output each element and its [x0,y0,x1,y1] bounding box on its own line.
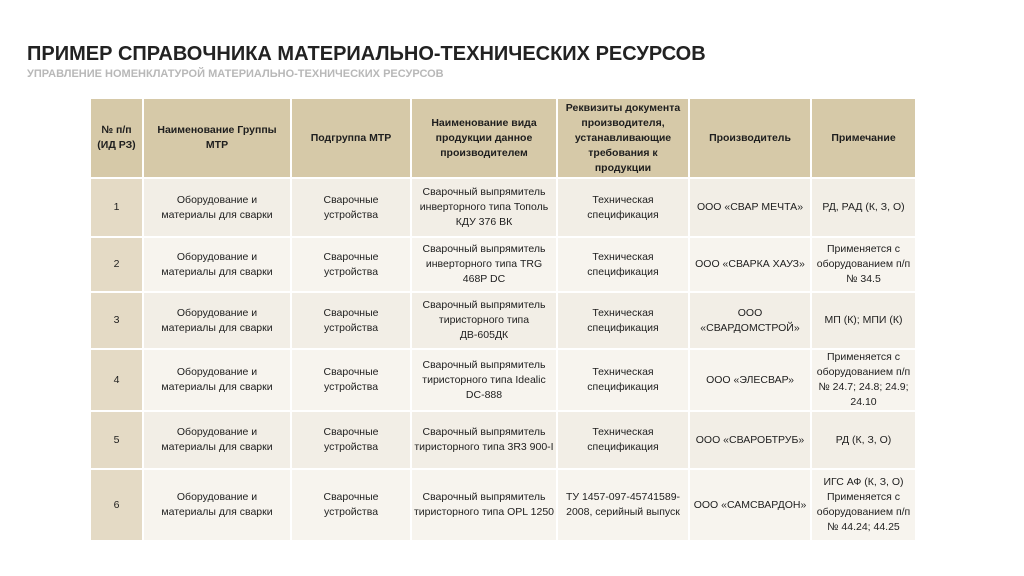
cell-product: Сварочный выпрямитель тиристорного типа OPL 1250 [411,469,557,541]
cell-manufacturer: ООО «СВАРДОМСТРОЙ» [689,292,811,349]
cell-note: Применяется с оборудованием п/п № 24.7; 24.8; 24.9; 24.10 [811,349,916,411]
cell-manufacturer: ООО «САМСВАРДОН» [689,469,811,541]
cell-group: Оборудование и материалы для сварки [143,237,291,292]
cell-num: 1 [90,178,143,237]
table-row [90,292,916,349]
header-cell-subgroup: Подгруппа МТР [291,98,411,178]
cell-product: Сварочный выпрямитель тиристорного типа Idealic DC-888 [411,349,557,411]
cell-group: Оборудование и материалы для сварки [143,411,291,469]
cell-subgroup: Сварочные устройства [291,178,411,237]
cell-manufacturer: ООО «СВАР МЕЧТА» [689,178,811,237]
cell-document: Техническая спецификация [557,178,689,237]
cell-note: РД, РАД (К, З, О) [811,178,916,237]
cell-num: 2 [90,237,143,292]
cell-num: 5 [90,411,143,469]
cell-document: Техническая спецификация [557,237,689,292]
cell-product: Сварочный выпрямитель тиристорного типа 3R3 900-I [411,411,557,469]
cell-manufacturer: ООО «ЭЛЕСВАР» [689,349,811,411]
table-body [90,178,916,541]
table-header-row [90,98,916,178]
cell-num: 4 [90,349,143,411]
table-row [90,349,916,411]
cell-document: Техническая спецификация [557,411,689,469]
cell-note: ИГС АФ (К, З, О) Применяется с оборудованием п/п № 44.24; 44.25 [811,469,916,541]
slide-title: ПРИМЕР СПРАВОЧНИКА МАТЕРИАЛЬНО-ТЕХНИЧЕСКИХ РЕСУРСОВ [27,43,706,65]
cell-group: Оборудование и материалы для сварки [143,178,291,237]
cell-manufacturer: ООО «СВАРКА ХАУЗ» [689,237,811,292]
cell-product: Сварочный выпрямитель тиристорного типа ДВ-605ДК [411,292,557,349]
cell-subgroup: Сварочные устройства [291,349,411,411]
table-row [90,237,916,292]
header-cell-manufacturer: Производитель [689,98,811,178]
mtr-reference-table [89,97,917,542]
cell-note: РД (К, З, О) [811,411,916,469]
header-cell-product: Наименование вида продукции данное производителем [411,98,557,178]
cell-subgroup: Сварочные устройства [291,411,411,469]
cell-manufacturer: ООО «СВАРОБТРУБ» [689,411,811,469]
table-row [90,178,916,237]
cell-note: МП (К); МПИ (К) [811,292,916,349]
header-cell-document: Реквизиты документа производителя, устанавливающие требования к продукции [557,98,689,178]
cell-subgroup: Сварочные устройства [291,469,411,541]
cell-document: ТУ 1457-097-45741589-2008, серийный выпуск [557,469,689,541]
cell-group: Оборудование и материалы для сварки [143,292,291,349]
cell-subgroup: Сварочные устройства [291,237,411,292]
cell-group: Оборудование и материалы для сварки [143,349,291,411]
cell-document: Техническая спецификация [557,349,689,411]
cell-num: 3 [90,292,143,349]
cell-note: Применяется с оборудованием п/п № 34.5 [811,237,916,292]
header-cell-note: Примечание [811,98,916,178]
cell-group: Оборудование и материалы для сварки [143,469,291,541]
cell-document: Техническая спецификация [557,292,689,349]
table-row [90,411,916,469]
slide-subtitle: УПРАВЛЕНИЕ НОМЕНКЛАТУРОЙ МАТЕРИАЛЬНО-ТЕХНИЧЕСКИХ РЕСУРСОВ [27,68,444,80]
header-cell-group: Наименование Группы МТР [143,98,291,178]
table-row [90,469,916,541]
cell-product: Сварочный выпрямитель инверторного типа TRG 468P DC [411,237,557,292]
cell-num: 6 [90,469,143,541]
cell-product: Сварочный выпрямитель инверторного типа Тополь КДУ 376 ВК [411,178,557,237]
cell-subgroup: Сварочные устройства [291,292,411,349]
table-header [90,98,916,178]
header-cell-num: № п/п (ИД РЗ) [90,98,143,178]
